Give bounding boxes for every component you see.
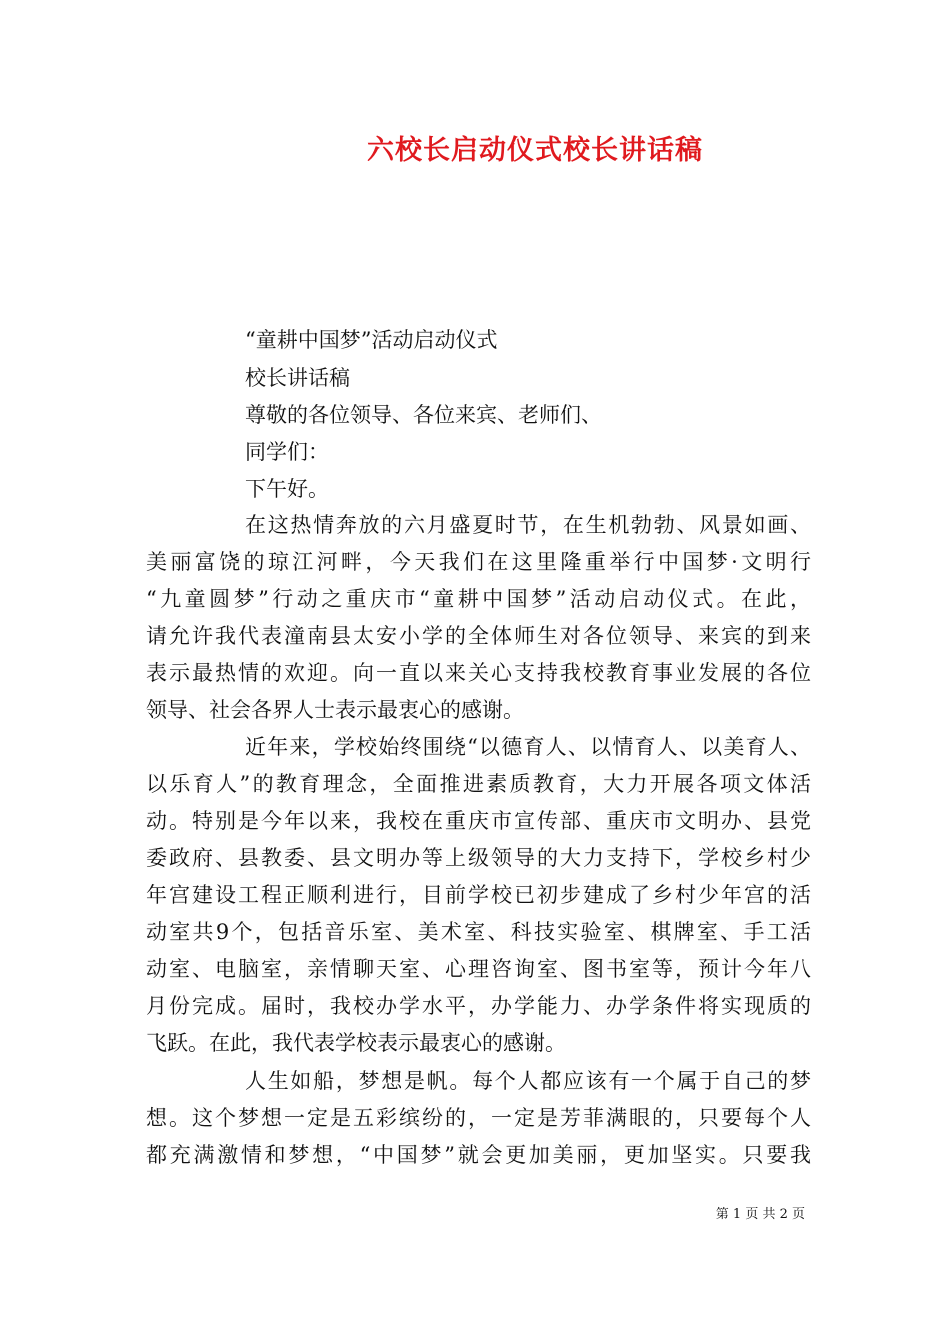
body-line: 月份完成。届时，我校办学水平，办学能力、办学条件将实现质的: [146, 994, 811, 1018]
body-line: 委政府、县教委、县文明办等上级领导的大力支持下，学校乡村少: [146, 846, 811, 870]
body-line: 人生如船，梦想是帆。每个人都应该有一个属于自己的梦: [245, 1069, 811, 1093]
body-line: “童耕中国梦”活动启动仪式: [245, 328, 498, 352]
body-line: 以乐育人”的教育理念，全面推进素质教育，大力开展各项文体活: [146, 772, 811, 796]
body-line: 近年来，学校始终围绕“以德育人、以情育人、以美育人、: [245, 735, 811, 759]
body-line: 想。这个梦想一定是五彩缤纷的，一定是芳菲满眼的，只要每个人: [146, 1106, 811, 1130]
body-line: “九童圆梦”行动之重庆市“童耕中国梦”活动启动仪式。在此，: [146, 587, 811, 611]
body-line: 下午好。: [245, 477, 329, 501]
body-line: 领导、社会各界人士表示最衷心的感谢。: [146, 698, 524, 722]
body-line: 美丽富饶的琼江河畔，今天我们在这里隆重举行中国梦·文明行: [146, 550, 811, 574]
body-line: 动室、电脑室，亲情聊天室、心理咨询室、图书室等，预计今年八: [146, 957, 811, 981]
body-line: 尊敬的各位领导、各位来宾、老师们、: [245, 403, 602, 427]
body-line: 年宫建设工程正顺利进行，目前学校已初步建成了乡村少年宫的活: [146, 883, 811, 907]
body-line: 动室共9个，包括音乐室、美术室、科技实验室、棋牌室、手工活: [146, 920, 811, 944]
body-line: 在这热情奔放的六月盛夏时节，在生机勃勃、风景如画、: [245, 513, 811, 537]
body-line: 表示最热情的欢迎。向一直以来关心支持我校教育事业发展的各位: [146, 661, 811, 685]
body-line: 动。特别是今年以来，我校在重庆市宣传部、重庆市文明办、县党: [146, 809, 811, 833]
body-line: 校长讲话稿: [245, 366, 350, 390]
body-line: 都充满激情和梦想，“中国梦”就会更加美丽，更加坚实。只要我: [146, 1143, 811, 1167]
page-number: 第 1 页 共 2 页: [715, 1207, 805, 1222]
body-line: 请允许我代表潼南县太安小学的全体师生对各位领导、来宾的到来: [146, 624, 811, 648]
document-title: 六校长启动仪式校长讲话稿: [367, 135, 703, 166]
body-line: 同学们：: [245, 440, 329, 464]
body-line: 飞跃。在此，我代表学校表示最衷心的感谢。: [146, 1031, 566, 1055]
